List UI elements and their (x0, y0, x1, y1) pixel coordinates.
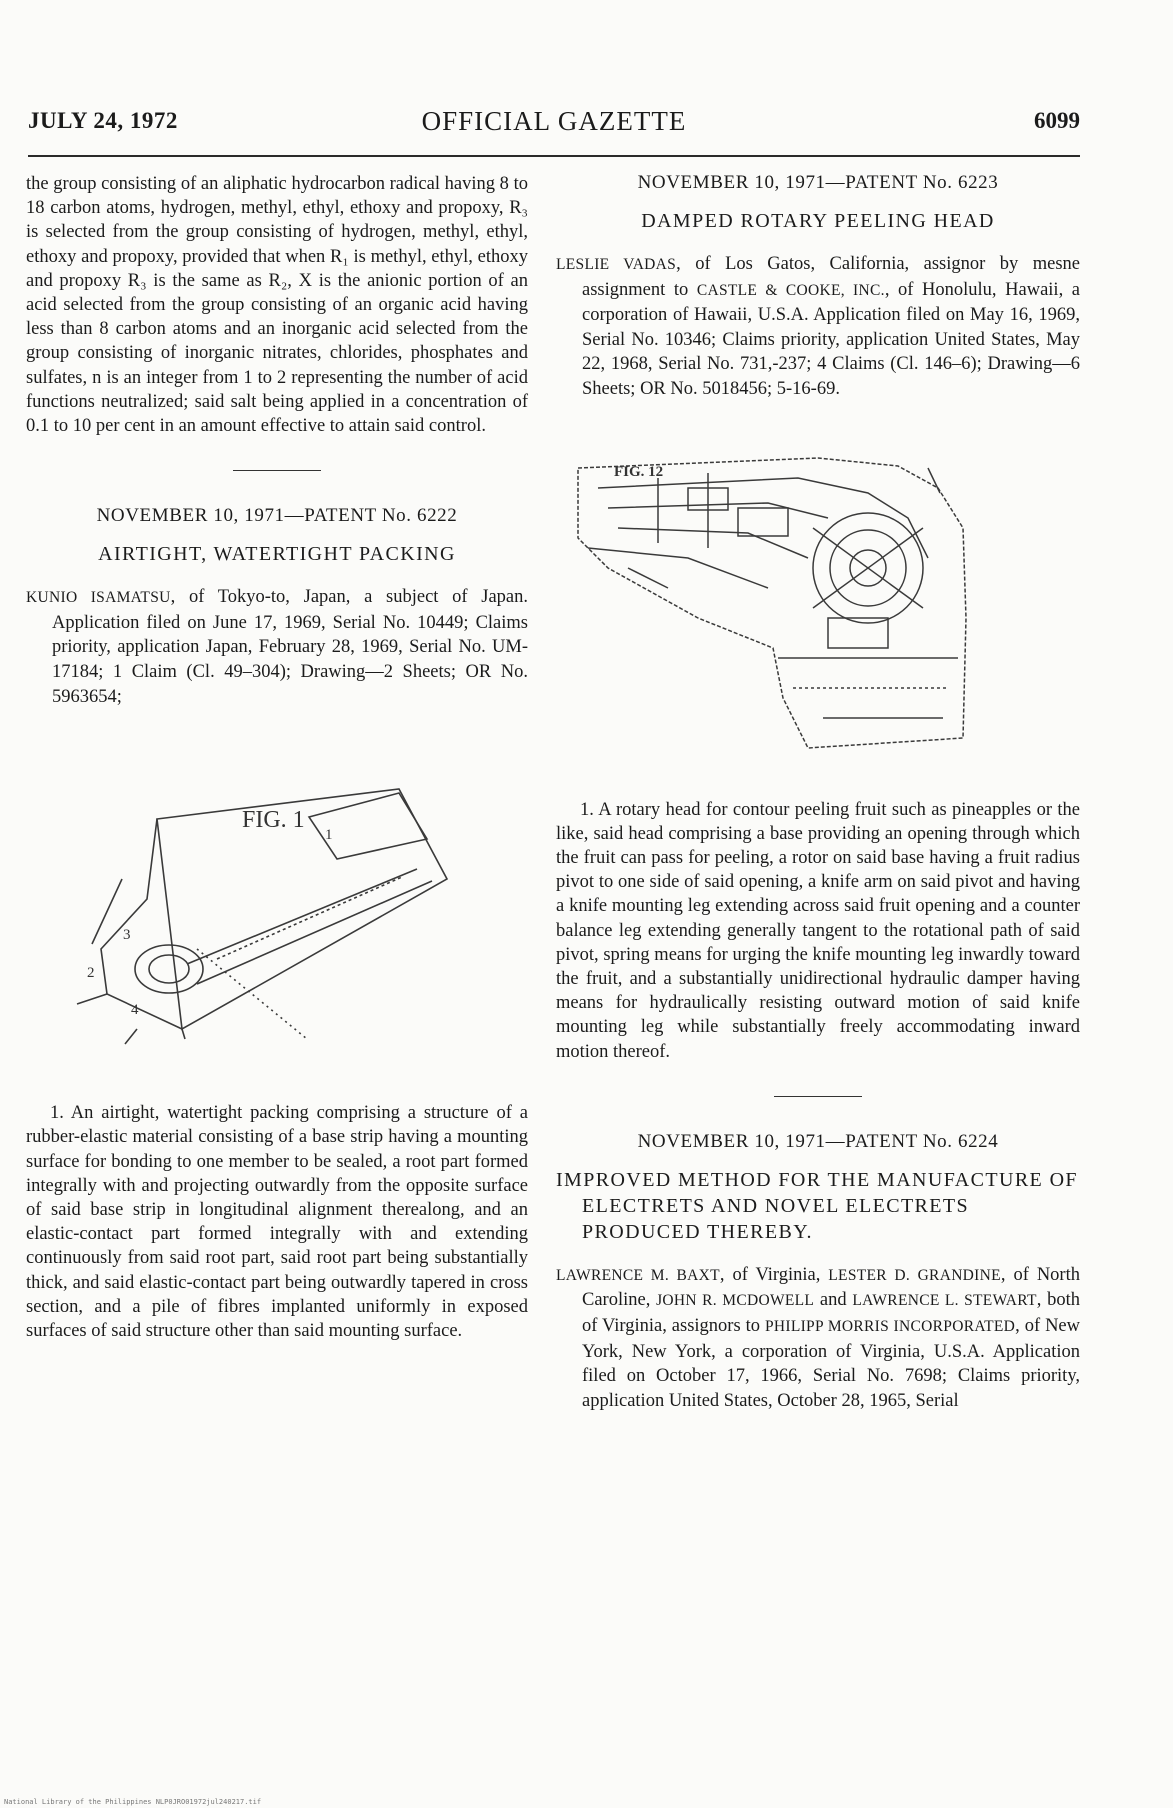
right-column (556, 172, 1080, 1413)
patent-6223-figure (568, 448, 1068, 758)
figure-number-2: 2 (87, 965, 95, 982)
patent-6224-text-5: , of New York, New York, a corporation of Virginia, U.S.A. Application filed on October 17, 1966, Serial No. 7698; Claims priority, application United States, October 28, 1965, Serial (582, 1315, 1080, 1411)
patent-6222-biblio (26, 585, 528, 709)
figure-number-4: 4 (131, 1002, 139, 1019)
patent-6222-header: NOVEMBER 10, 1971—PATENT No. 6222 (96, 505, 458, 527)
patent-6223-figure-label: FIG. 12 (614, 463, 664, 480)
patent-6223-date: NOVEMBER 10, 1971 (637, 172, 826, 193)
figure-number-3: 3 (123, 927, 131, 944)
patent-6224-number: PATENT No. 6224 (845, 1130, 999, 1152)
patent-6224-text-4: , both of Virginia, assignors to (582, 1290, 1081, 1336)
packing-strip-drawing (47, 759, 507, 1059)
patent-6222-date: NOVEMBER 10, 1971 (96, 505, 285, 527)
patent-6222-inventor: KUNIO ISAMATSU (26, 589, 171, 607)
patent-6222-claim: 1. An airtight, watertight packing comprising a structure of a rubber-elastic material consisting of a base strip having a mounting surface for bonding to one member to be sealed, a root part formed integrally with and projecting outwardly from the opposite surface of said base strip in longitudinal alignment therealong, and an elastic-contact part formed integrally with and extending continuously from said root part, said root part being substantially thick, and said elastic-contact part being outwardly tapered in cross section, and a pile of fibres implanted uniformly in exposed surfaces of said structure other than said mounting surface. (26, 1103, 528, 1342)
patent-6223-biblio-text-1: , of Los Gatos, California, assignor by mesne assignment to (582, 254, 1080, 300)
patent-6224-text-3: and (814, 1290, 853, 1311)
patent-6224-text-1: , of Virginia, (719, 1264, 829, 1285)
header-date: JULY 24, 1972 (28, 108, 178, 133)
patent-entry-6222 (26, 505, 528, 1343)
patent-6223-inventor: LESLIE VADAS (556, 256, 677, 273)
figure-number-1: 1 (325, 827, 333, 844)
patent-6224-inventor-2: LESTER D. GRANDINE (828, 1266, 1001, 1284)
patent-6222-biblio-text: , of Tokyo-to, Japan, a subject of Japan. Application filed on June 17, 1969, Serial No. 10449; Claims priority, application Japan, February 28, 1969, Serial No. UM-17184; 1 Claim (Cl. 49–304); Drawing—2 Sheets; OR No. 5963654; (52, 587, 529, 707)
separator-rule (233, 470, 321, 471)
patent-entry-6223 (556, 172, 1080, 1064)
scan-source-stamp: National Library of the Philippines NLP0JRO01972jul240217.tif (4, 1798, 262, 1806)
left-column (26, 172, 528, 1343)
page-header (28, 108, 1080, 148)
patent-6223-number: PATENT No. 6223 (845, 172, 999, 193)
patent-6222-number: PATENT No. 6222 (304, 505, 458, 527)
header-page-number: 6099 (1034, 108, 1080, 133)
patent-6222-figure-label: FIG. 1 (242, 807, 305, 834)
patent-6222-figure (47, 759, 507, 1059)
patent-6223-biblio-text-2: , of Honolulu, Hawaii, a corporation of Hawaii, U.S.A. Application filed on May 16, 1969, Serial No. 10346; Claims priority, application United States, May 22, 1968, Serial No. 731,-237; 4 Claims (Cl. 146–6); Drawing—6 Sheets; OR No. 5018456; 5-16-69. (582, 279, 1080, 399)
peeling-head-drawing (568, 448, 1068, 758)
patent-6224-inventor-4: LAWRENCE L. STEWART (852, 1292, 1037, 1310)
patent-6223-header: NOVEMBER 10, 1971—PATENT No. 6223 (637, 172, 999, 193)
patent-6224-inventor-1: LAWRENCE M. BAXT (556, 1266, 720, 1284)
patent-6224-title: IMPROVED METHOD FOR THE MANUFACTURE OF ELECTRETS AND NOVEL ELECTRETS PRODUCED THEREBY. (556, 1168, 1078, 1243)
header-rule (28, 155, 1080, 157)
patent-6224-biblio (556, 1263, 1080, 1414)
patent-6224-date: NOVEMBER 10, 1971 (637, 1130, 826, 1152)
patent-6223-title: DAMPED ROTARY PEELING HEAD (641, 210, 995, 232)
patent-6222-title: AIRTIGHT, WATERTIGHT PACKING (98, 543, 456, 566)
patent-entry-6224 (556, 1131, 1080, 1414)
separator-rule-right (774, 1096, 862, 1097)
patent-6224-assignee: PHILIPP MORRIS INCORPORATED (764, 1317, 1016, 1335)
header-publication-title: OFFICIAL GAZETTE (421, 106, 687, 136)
patent-6223-biblio (556, 252, 1080, 402)
continued-claim-text: the group consisting of an aliphatic hydrocarbon radical having 8 to 18 carbon atoms, hydrogen, methyl, ethyl, ethoxy and propoxy, R₃ is selected from the group consisting of hydrogen, methyl, ethyl, ethoxy and propoxy, provided that when R₁ is methyl, ethyl, ethoxy and propoxy R₃ is the same as R₂, X is the anionic portion of an acid selected from the group consisting of an organic acid having less than 8 carbon atoms and an inorganic acid selected from the group consisting of inorganic nitrates, chlorides, phosphates and sulfates, n is an integer from 1 to 2 representing the number of acid functions neutralized; said salt being applied in a concentration of 0.1 to 10 per cent in an amount effective to attain said control. (26, 174, 528, 437)
patent-6224-header: NOVEMBER 10, 1971—PATENT No. 6224 (637, 1130, 999, 1152)
patent-6224-inventor-3: JOHN R. MCDOWELL (656, 1292, 815, 1310)
patent-6223-claim: 1. A rotary head for contour peeling fruit such as pineapples or the like, said head comprising a base providing an opening through which the fruit can pass for peeling, a rotor on said base having a fruit radius pivot to one side of said opening, a knife arm on said pivot and having a knife mounting leg extending across said fruit opening and a counter balance leg extending generally tangent to the rotational path of said pivot, spring means for urging the knife mounting leg inwardly toward the fruit, and a substantially unidirectional hydraulic damper having means for hydraulically resisting outward motion of said knife mounting leg while substantially freely accommodating inward motion thereof. (556, 799, 1080, 1062)
patent-6224-text-2: , of North Caroline, (582, 1264, 1080, 1311)
patent-6223-assignee: CASTLE & COOKE, INC. (696, 281, 885, 299)
